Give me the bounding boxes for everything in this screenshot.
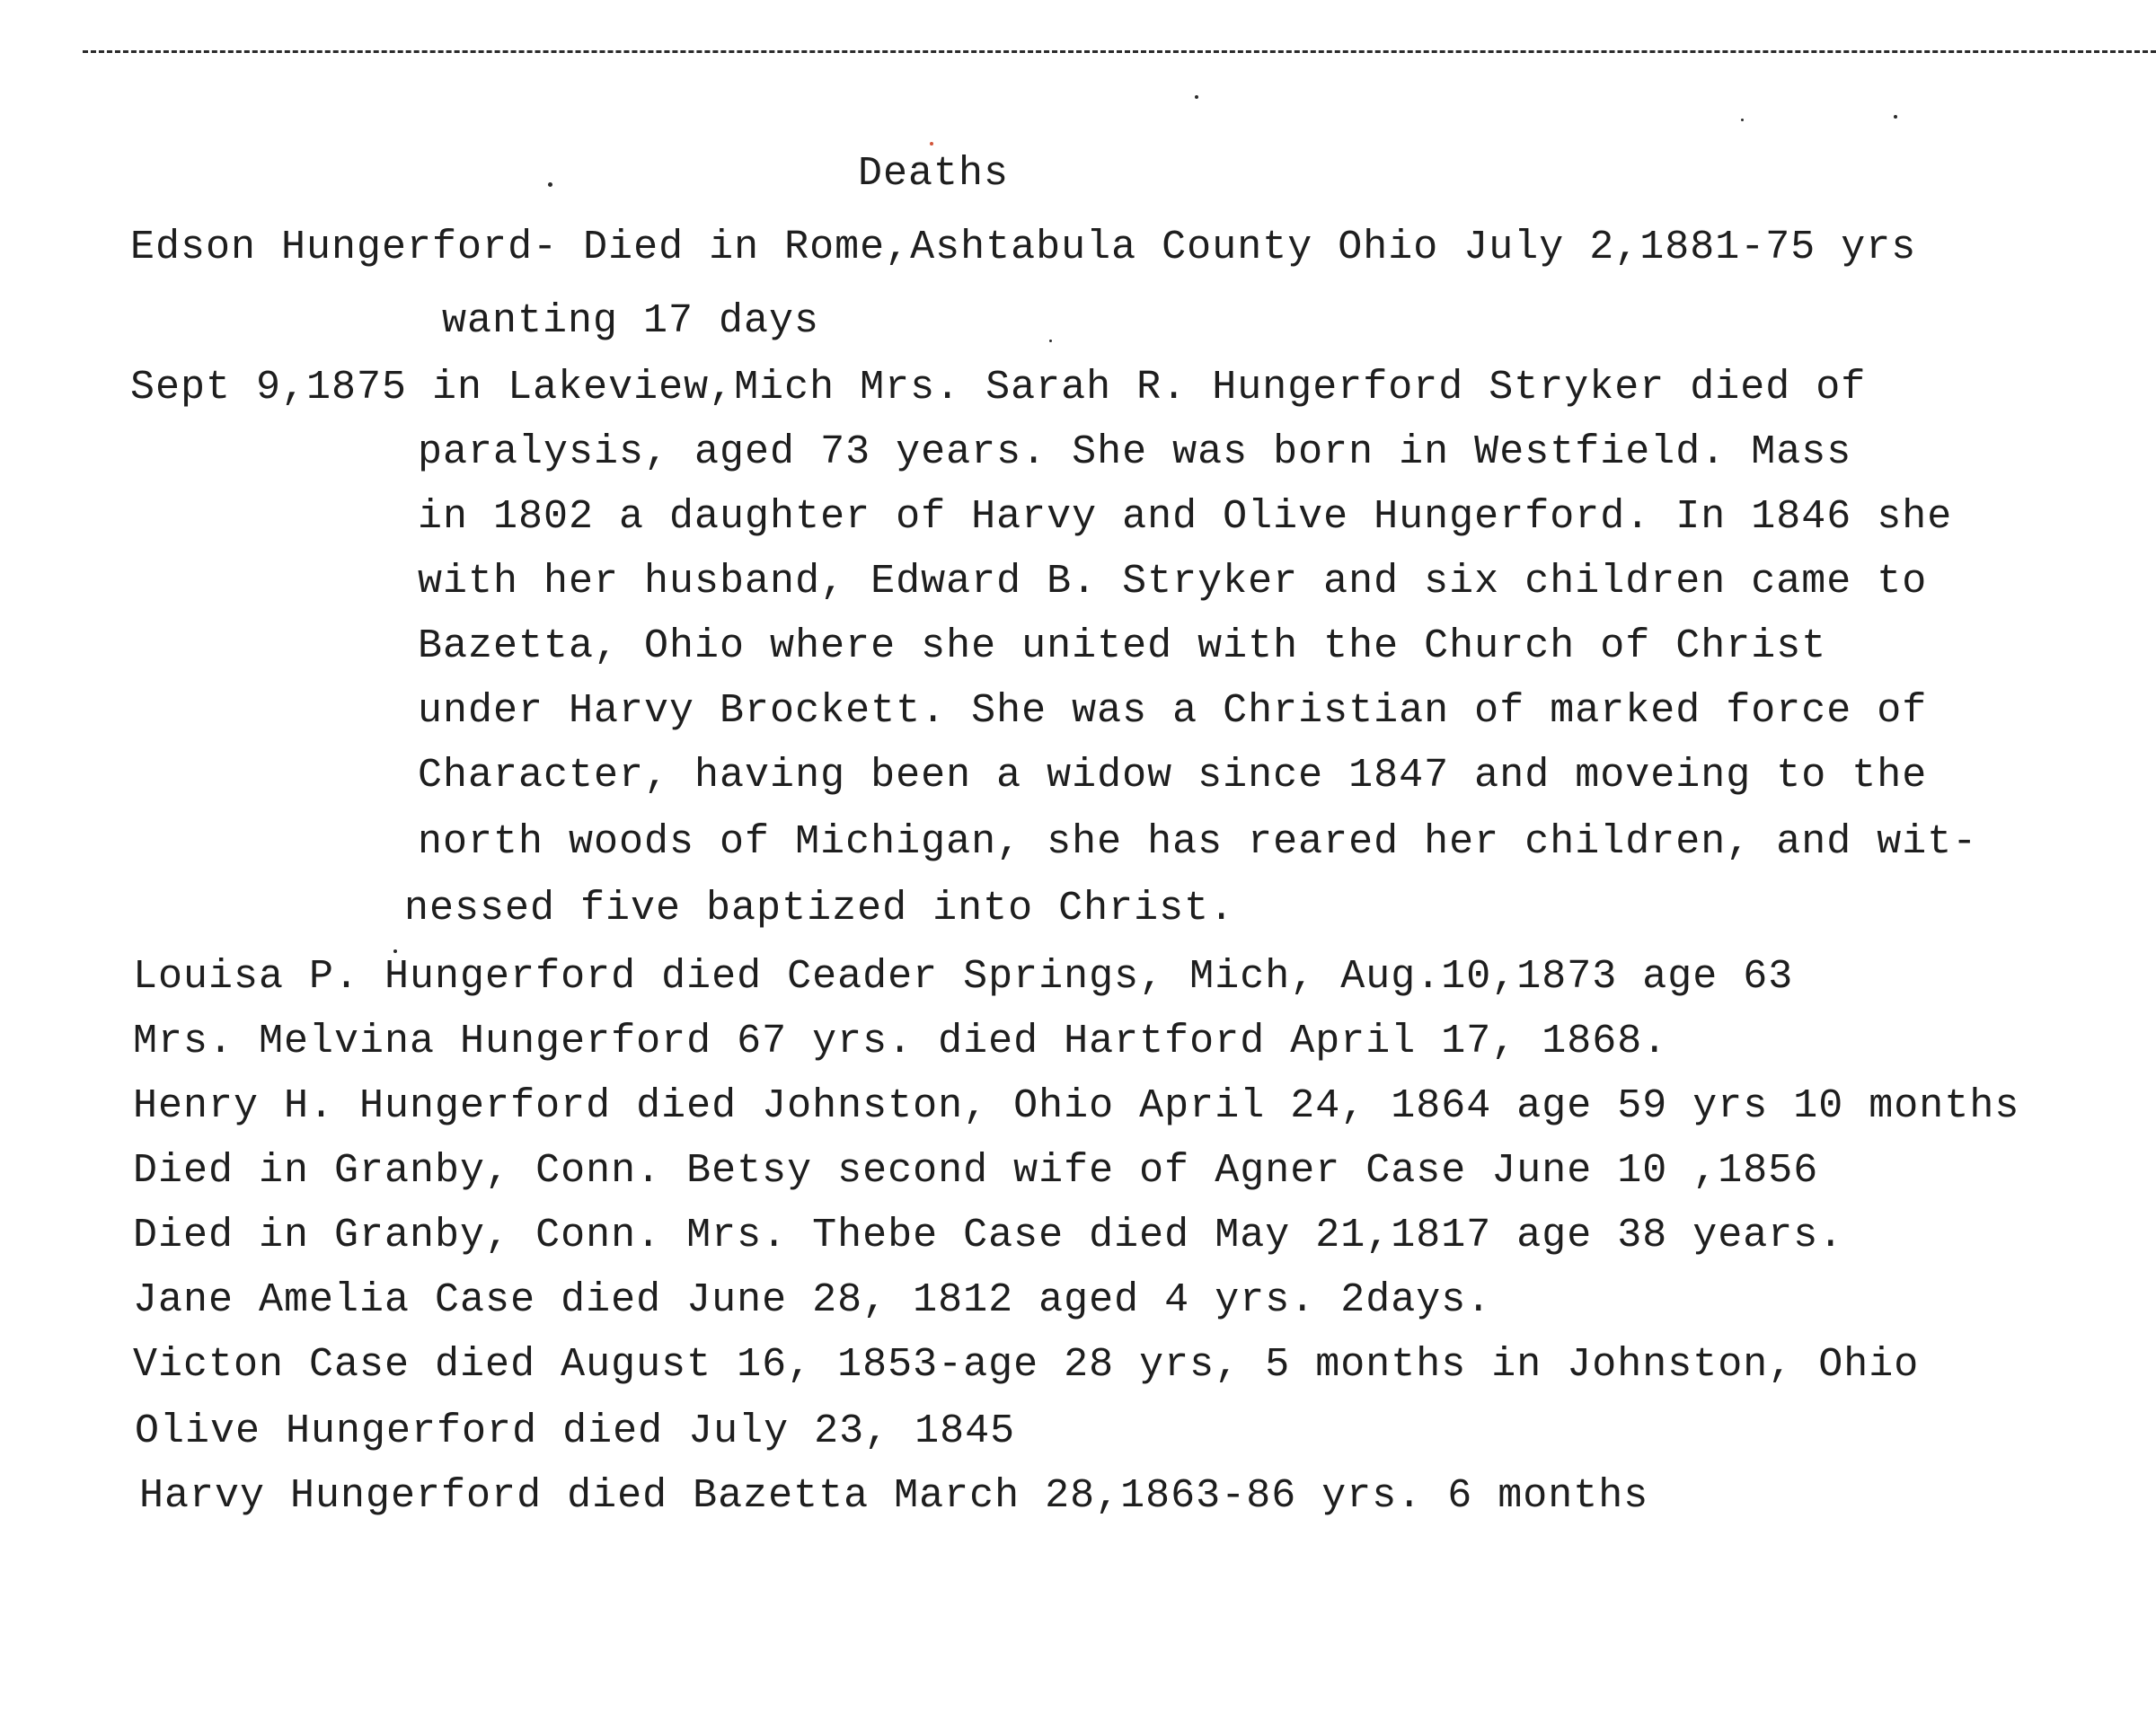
ink-speck	[548, 182, 552, 187]
entry-line: north woods of Michigan, she has reared her children, and wit-	[418, 819, 1978, 865]
entry-line: Died in Granby, Conn. Betsy second wife of Agner Case June 10 ,1856	[133, 1148, 1819, 1194]
entry-line: nessed five baptized into Christ.	[404, 886, 1235, 931]
entry-line: in 1802 a daughter of Harvy and Olive Hungerford. In 1846 she	[418, 494, 1953, 540]
ink-speck	[1894, 115, 1897, 119]
page-title: Deaths	[858, 151, 1010, 197]
page-top-edge	[83, 50, 2156, 53]
entry-line: Sept 9,1875 in Lakeview,Mich Mrs. Sarah R. Hungerford Stryker died of	[130, 365, 1867, 410]
entry-line: paralysis, aged 73 years. She was born in Westfield. Mass	[418, 429, 1852, 475]
entry-line: Victon Case died August 16, 1853-age 28 yrs, 5 months in Johnston, Ohio	[133, 1342, 1920, 1388]
ink-speck	[1049, 340, 1052, 342]
entry-line: with her husband, Edward B. Stryker and six children came to	[418, 559, 1928, 605]
entry-line: Bazetta, Ohio where she united with the Church of Christ	[418, 623, 1827, 669]
ink-speck	[393, 949, 397, 953]
ink-speck	[930, 142, 933, 146]
entry-line: under Harvy Brockett. She was a Christian of marked force of	[418, 688, 1928, 734]
entry-line: Harvy Hungerford died Bazetta March 28,1863-86 yrs. 6 months	[139, 1473, 1649, 1519]
entry-line: Olive Hungerford died July 23, 1845	[135, 1408, 1016, 1454]
entry-line: Henry H. Hungerford died Johnston, Ohio April 24, 1864 age 59 yrs 10 months	[133, 1083, 2020, 1129]
entry-line: Character, having been a widow since 1847 and moveing to the	[418, 753, 1928, 799]
entry-line: Edson Hungerford- Died in Rome,Ashtabula County Ohio July 2,1881-75 yrs	[130, 225, 1917, 270]
entry-line: Died in Granby, Conn. Mrs. Thebe Case died May 21,1817 age 38 years.	[133, 1213, 1844, 1258]
ink-speck	[1195, 95, 1198, 99]
entry-line: Jane Amelia Case died June 28, 1812 aged 4 yrs. 2days.	[133, 1277, 1492, 1323]
ink-speck	[1741, 119, 1744, 121]
entry-line: Mrs. Melvina Hungerford 67 yrs. died Hartford April 17, 1868.	[133, 1019, 1668, 1064]
entry-line: wanting 17 days	[442, 298, 820, 344]
entry-line: Louisa P. Hungerford died Ceader Springs, Mich, Aug.10,1873 age 63	[133, 954, 1794, 1000]
